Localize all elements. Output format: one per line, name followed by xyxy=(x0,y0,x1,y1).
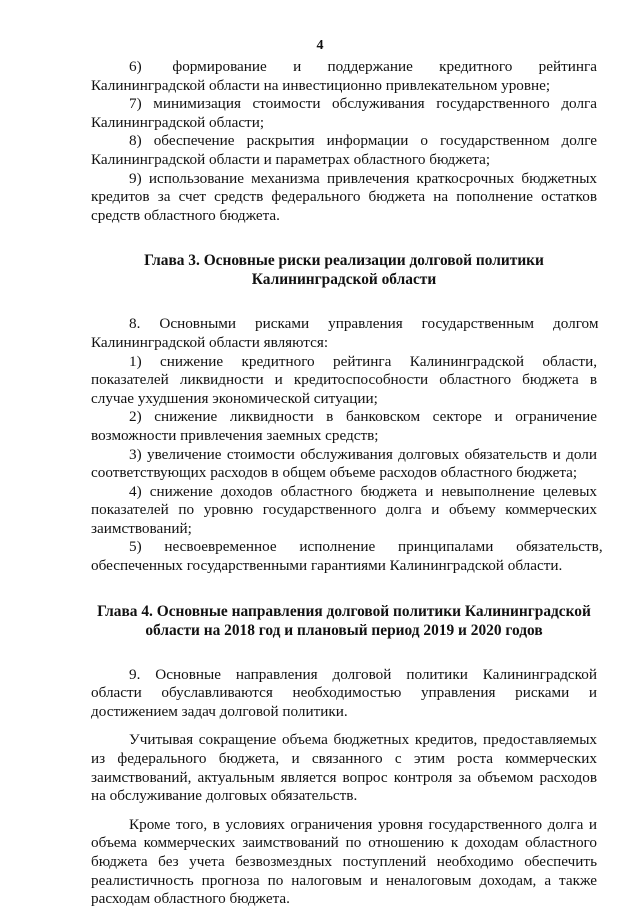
spacer xyxy=(91,225,597,251)
chapter4-title-line1: Глава 4. Основные направления долговой политики Калининградской xyxy=(97,602,591,620)
spacer xyxy=(91,806,597,816)
chapter3-title-line2: Калининградской области xyxy=(251,271,437,289)
spacer xyxy=(91,640,597,666)
list-item: 8) обеспечение раскрытия информации о государственном долге Калининградской области и параметрах областного бюджета; xyxy=(91,132,597,168)
chapter3-title-line1: Глава 3. Основные риски реализации долговой политики xyxy=(144,252,544,270)
list-item: 4) снижение доходов областного бюджета и невыполнение целевых показателей по уровню государственного долга и объему коммерческих заимствований; xyxy=(91,482,597,537)
spacer xyxy=(91,289,597,315)
chapter4-title-line2: области на 2018 год и плановый период 2019 и 2020 годов xyxy=(145,621,543,639)
list-item: 3) увеличение стоимости обслуживания долговых обязательств и доли соответствующих расходов в общем объеме расходов областного бюджета; xyxy=(91,445,597,482)
paragraph: Кроме того, в условиях ограничения уровня государственного долга и объема коммерческих заимствований по отношению к доходам областного бюджета без учета безвозмездных поступлений необходимо обеспечить реалистичность прогноза по налоговым и неналоговым доходам, а также расходам областного бюджета. xyxy=(91,815,597,908)
list-item: 1) снижение кредитного рейтинга Калининградской области, показателей ликвидности и кредитоспособности областного бюджета в случае ухудшения экономической ситуации; xyxy=(91,352,597,407)
spacer xyxy=(91,576,597,602)
list-item: 2) снижение ликвидности в банковском секторе и ограничение возможности привлечения заемных средств; xyxy=(91,408,597,444)
spacer xyxy=(91,721,597,731)
chapter3-intro: 8. Основными рисками управления государственным долгом Калининградской области являются: xyxy=(91,315,599,351)
document-body xyxy=(91,58,603,909)
list-item: 6) формирование и поддержание кредитного рейтинга Калининградской области на инвестиционно привлекательном уровне; xyxy=(91,58,597,94)
paragraph: 9. Основные направления долговой политики Калининградской области обуславливаются необходимостью управления рисками и достижением задач долговой политики. xyxy=(91,665,597,720)
paragraph: Учитывая сокращение объема бюджетных кредитов, предоставляемых из федерального бюджета, и связанного с этим роста коммерческих заимствований, актуальным является вопрос контроля за объемом расходов на обслуживание долговых обязательств. xyxy=(91,731,597,805)
list-item: 7) минимизация стоимости обслуживания государственного долга Калининградской области; xyxy=(91,95,597,131)
page-number: 4 xyxy=(316,38,324,53)
list-item: 9) использование механизма привлечения краткосрочных бюджетных кредитов за счет средств федерального бюджета на пополнение остатков средств областного бюджета. xyxy=(91,169,597,224)
list-item: 5) несвоевременное исполнение принципалами обязательств, обеспеченных государственными гарантиями Калининградской области. xyxy=(91,538,603,575)
